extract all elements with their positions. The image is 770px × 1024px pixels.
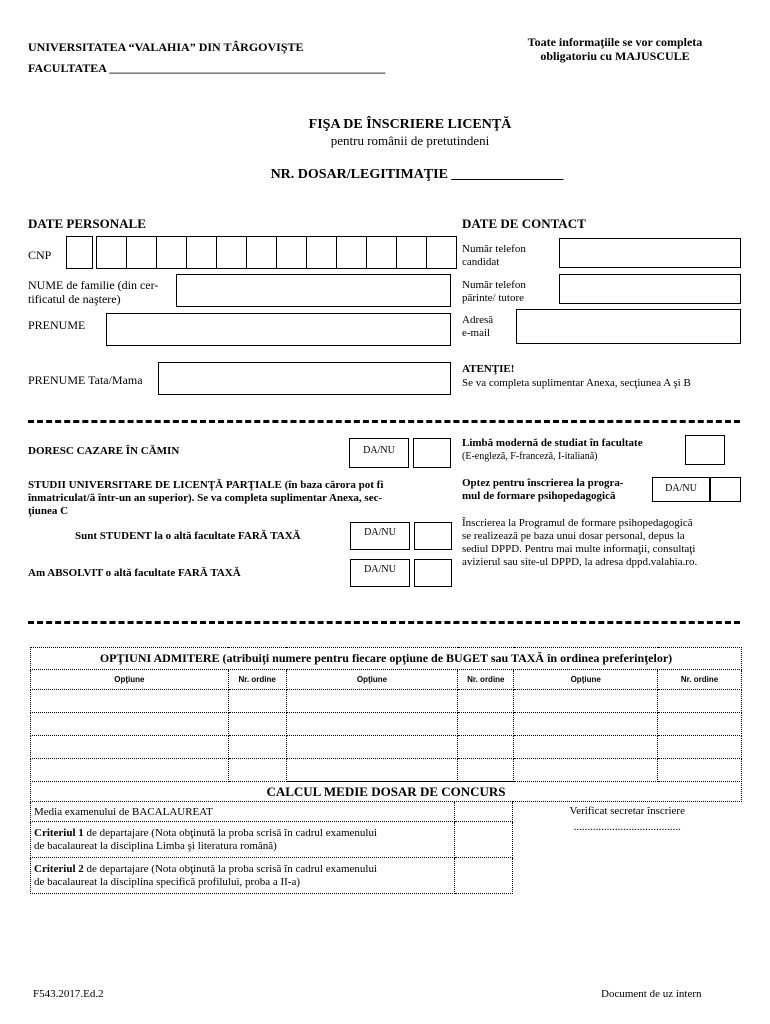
cnp-first-digit[interactable]	[66, 236, 93, 269]
col-option-header: Opţiune	[286, 670, 458, 690]
order-cell[interactable]	[458, 759, 514, 782]
university-name: UNIVERSITATEA “VALAHIA” DIN TÂRGOVIŞTE	[28, 40, 304, 54]
dppd-answer-box[interactable]	[710, 477, 741, 502]
dppd-info-line-1: Înscrierea la Programul de formare psihopedagogică	[462, 517, 693, 529]
option-cell[interactable]	[514, 713, 658, 736]
order-cell[interactable]	[458, 736, 514, 759]
criterion-2-grade-cell[interactable]	[455, 858, 513, 894]
graduated-free-yes-no-hint: DA/NU	[350, 559, 410, 587]
dossier-number: NR. DOSAR/LEGITIMAŢIE ________________	[270, 167, 564, 182]
order-cell[interactable]	[658, 713, 742, 736]
option-cell[interactable]	[514, 690, 658, 713]
partial-studies-line-2: înmatriculat/ă într-un an superior). Se va completa suplimentar Anexa, sec-	[28, 492, 383, 504]
criterion-2-text-line-2: de bacalaureat la disciplina specifică profilului, proba a II-a)	[34, 875, 301, 888]
phone-parent-label-line-1: Număr telefon	[462, 279, 526, 291]
table-row	[31, 690, 742, 713]
verification-area	[513, 802, 742, 894]
option-cell[interactable]	[286, 713, 458, 736]
language-answer-box[interactable]	[685, 435, 725, 465]
student-free-yes-no-hint: DA/NU	[350, 522, 410, 550]
phone-candidate-label	[462, 243, 526, 269]
attention-text: Se va completa suplimentar Anexa, secţiunea A şi B	[462, 377, 691, 389]
dppd-yes-no-hint: DA/NU	[652, 477, 710, 502]
phone-parent-label-line-2: părinte/ tutore	[462, 292, 525, 304]
faculty-line: FACULTATEA ______________________________________________	[28, 61, 386, 75]
family-name-label-line-2: tificatul de naştere)	[28, 292, 121, 306]
personal-data-heading: DATE PERSONALE	[28, 216, 146, 231]
option-cell[interactable]	[286, 736, 458, 759]
parents-name-label: PRENUME Tata/Mama	[28, 373, 143, 387]
col-order-header: Nr. ordine	[228, 670, 286, 690]
family-name-label	[28, 278, 158, 306]
criterion-2-title: Criteriul 2	[34, 862, 84, 875]
order-cell[interactable]	[228, 713, 286, 736]
admission-heading: OPŢIUNI ADMITERE (atribuiţi numere pentru fiecare opţiune de BUGET sau TAXĂ în ordinea preferinţelor)	[31, 648, 742, 670]
col-option-header: Opţiune	[514, 670, 658, 690]
dorm-answer-box[interactable]	[413, 438, 451, 468]
order-cell[interactable]	[658, 759, 742, 782]
criterion-2-text: de departajare (Nota obţinută la proba scrisă în cadrul examenului	[83, 862, 378, 875]
parents-name-field[interactable]	[158, 362, 451, 395]
dppd-label-line-2: mul de formare psihopedagogică	[462, 490, 616, 502]
graduated-free-label: Am ABSOLVIT o altă facultate FARĂ TAXĂ	[28, 567, 241, 579]
first-name-label: PRENUME	[28, 318, 86, 332]
cnp-digit[interactable]	[127, 236, 157, 269]
family-name-label-line-1: NUME de familie (din cer-	[28, 278, 159, 292]
partial-studies-line-3: ţiunea C	[28, 505, 69, 517]
phone-candidate-label-line-1: Număr telefon	[462, 243, 526, 255]
first-name-field[interactable]	[106, 313, 451, 346]
instructions-line-2: obligatoriu cu MAJUSCULE	[540, 49, 690, 63]
criterion-2-label	[31, 858, 455, 894]
internal-document-label: Document de uz intern	[601, 988, 702, 1000]
order-cell[interactable]	[658, 690, 742, 713]
phone-candidate-label-line-2: candidat	[462, 256, 500, 268]
average-heading: CALCUL MEDIE DOSAR DE CONCURS	[31, 782, 742, 802]
order-cell[interactable]	[658, 736, 742, 759]
option-cell[interactable]	[514, 759, 658, 782]
instructions-line-1: Toate informaţiile se vor completa	[527, 35, 703, 49]
dppd-label-line-1: Optez pentru înscrierea la progra-	[462, 477, 624, 489]
cnp-digit[interactable]	[97, 236, 127, 269]
dppd-info-line-4: avizierul sau site-ul DPPD, la adresa dppd.valahia.ro.	[462, 556, 698, 568]
cnp-digit[interactable]	[157, 236, 187, 269]
cnp-digit[interactable]	[277, 236, 307, 269]
address-label-line-1: Adresă	[462, 314, 494, 326]
student-free-answer-box[interactable]	[414, 522, 452, 550]
dppd-info	[462, 517, 742, 569]
col-option-header: Opţiune	[31, 670, 229, 690]
option-cell[interactable]	[31, 690, 229, 713]
cnp-digit[interactable]	[187, 236, 217, 269]
option-cell[interactable]	[286, 690, 458, 713]
col-order-header: Nr. ordine	[658, 670, 742, 690]
section-divider	[28, 621, 740, 624]
criterion-1-label	[31, 822, 455, 858]
family-name-field[interactable]	[176, 274, 451, 307]
partial-studies-label	[28, 479, 448, 518]
phone-candidate-field[interactable]	[559, 238, 741, 268]
address-label-line-2: e-mail	[462, 327, 491, 339]
phone-parent-label	[462, 279, 526, 305]
order-cell[interactable]	[228, 759, 286, 782]
table-row	[31, 736, 742, 759]
contact-data-heading: DATE DE CONTACT	[462, 216, 586, 231]
signature-line[interactable]: .......................................	[573, 821, 681, 833]
option-cell[interactable]	[286, 759, 458, 782]
cnp-digit[interactable]	[427, 236, 457, 269]
partial-studies-line-1: STUDII UNIVERSITARE DE LICENŢĂ PARŢIALE (în baza cărora pot fi	[28, 479, 384, 491]
cnp-digit[interactable]	[217, 236, 247, 269]
dppd-info-line-3: sediul DPPD. Pentru mai multe informaţii, consultaţi	[462, 543, 696, 555]
cnp-digit[interactable]	[337, 236, 367, 269]
bac-grade-cell[interactable]	[455, 802, 513, 822]
graduated-free-answer-box[interactable]	[414, 559, 452, 587]
cnp-digit[interactable]	[307, 236, 337, 269]
bac-label: Media examenului de BACALAUREAT	[31, 802, 455, 822]
option-cell[interactable]	[31, 759, 229, 782]
student-free-label: Sunt STUDENT la o altă facultate FARĂ TAXĂ	[75, 530, 301, 542]
option-cell[interactable]	[31, 736, 229, 759]
form-title: FIŞA DE ÎNSCRIERE LICENŢĂ	[308, 117, 512, 132]
cnp-digit[interactable]	[247, 236, 277, 269]
table-row	[31, 759, 742, 782]
option-cell[interactable]	[514, 736, 658, 759]
cnp-digit[interactable]	[397, 236, 427, 269]
address-email-field[interactable]	[516, 309, 741, 344]
cnp-label: CNP	[28, 248, 52, 262]
attention-title: ATENŢIE!	[462, 363, 515, 375]
language-title: Limbă modernă de studiat în facultate	[462, 437, 643, 449]
table-row	[31, 713, 742, 736]
cnp-digit[interactable]	[367, 236, 397, 269]
order-cell[interactable]	[458, 713, 514, 736]
admission-options-table	[30, 647, 742, 782]
form-subtitle: pentru românii de pretutindeni	[330, 133, 490, 148]
instructions-note	[470, 35, 760, 63]
criterion-1-title: Criteriul 1	[34, 826, 84, 839]
col-order-header: Nr. ordine	[458, 670, 514, 690]
average-table	[30, 781, 742, 894]
option-cell[interactable]	[31, 713, 229, 736]
section-divider	[28, 420, 740, 423]
phone-parent-field[interactable]	[559, 274, 741, 304]
cnp-digit-boxes[interactable]	[96, 236, 457, 269]
order-cell[interactable]	[458, 690, 514, 713]
criterion-1-text: de departajare (Nota obţinută la proba scrisă în cadrul examenului	[83, 826, 378, 839]
dppd-label	[462, 477, 624, 503]
dorm-label: DORESC CAZARE ÎN CĂMIN	[28, 445, 180, 457]
dorm-yes-no-hint: DA/NU	[349, 438, 409, 468]
address-label	[462, 314, 493, 340]
criterion-1-text-line-2: de bacalaureat la disciplina Limba şi literatura română)	[34, 839, 277, 852]
form-code: F543.2017.Ed.2	[33, 988, 104, 1000]
order-cell[interactable]	[228, 736, 286, 759]
dppd-info-line-2: se realizează pe baza unui dosar personal, depus la	[462, 530, 685, 542]
order-cell[interactable]	[228, 690, 286, 713]
language-codes: (E-engleză, F-franceză, I-italiană)	[462, 451, 598, 462]
criterion-1-grade-cell[interactable]	[455, 822, 513, 858]
verified-label: Verificat secretar înscriere	[569, 805, 685, 817]
